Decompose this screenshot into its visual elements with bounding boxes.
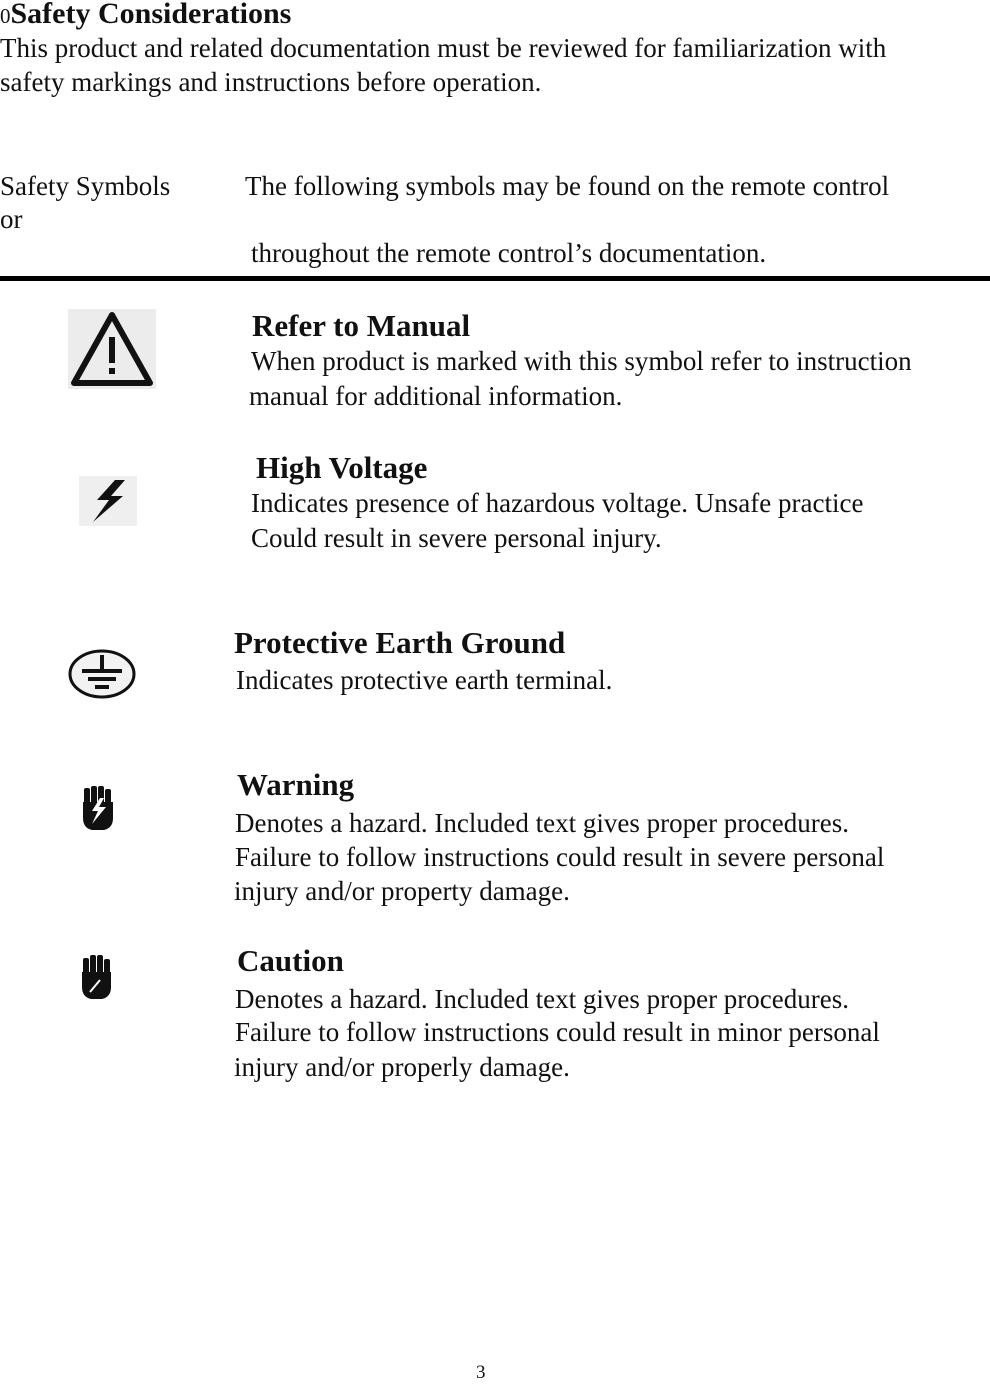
symbol-desc-line: Failure to follow instructions could result in severe personal (235, 842, 885, 872)
warning-triangle-icon (68, 309, 156, 389)
symbol-desc-line: injury and/or properly damage. (234, 1052, 570, 1082)
title-prefix: 0 (0, 4, 11, 28)
symbols-intro-or: or (0, 204, 23, 234)
symbol-desc-line: Failure to follow instructions could result in minor personal (235, 1017, 880, 1047)
title-text: Safety Considerations (10, 0, 292, 30)
symbol-heading-refer-to-manual: Refer to Manual (252, 308, 471, 343)
page-number: 3 (476, 1362, 486, 1383)
symbol-desc-line: Indicates protective earth terminal. (236, 665, 613, 695)
symbol-desc-line: Denotes a hazard. Included text gives proper procedures. (235, 808, 849, 838)
symbols-intro-line-2: throughout the remote control’s documentation. (251, 238, 767, 268)
earth-ground-icon (68, 649, 136, 699)
intro-line-1: This product and related documentation must be reviewed for familiarization with (0, 33, 887, 63)
symbol-desc-line: When product is marked with this symbol refer to instruction (251, 346, 912, 376)
symbol-heading-caution: Caution (237, 943, 344, 978)
symbols-intro-line-1: The following symbols may be found on the remote control (245, 171, 890, 201)
section-divider (0, 276, 990, 281)
symbol-desc-line: Indicates presence of hazardous voltage. Unsafe practice (251, 488, 864, 518)
symbol-heading-protective-earth-ground: Protective Earth Ground (234, 625, 566, 660)
page-title (0, 0, 291, 34)
symbol-desc-line: Could result in severe personal injury. (251, 523, 662, 553)
intro-line-2: safety markings and instructions before operation. (0, 67, 542, 97)
hand-lightning-icon (80, 784, 116, 834)
symbol-desc-line: injury and/or property damage. (234, 876, 570, 906)
safety-symbols-label: Safety Symbols (0, 171, 171, 201)
symbol-desc-line: Denotes a hazard. Included text gives proper procedures. (235, 984, 849, 1014)
symbol-heading-high-voltage: High Voltage (256, 450, 428, 485)
symbol-desc-line: manual for additional information. (249, 381, 623, 411)
symbol-heading-warning: Warning (237, 767, 355, 802)
lightning-bolt-icon (79, 476, 137, 526)
hand-caution-icon (80, 952, 114, 1002)
